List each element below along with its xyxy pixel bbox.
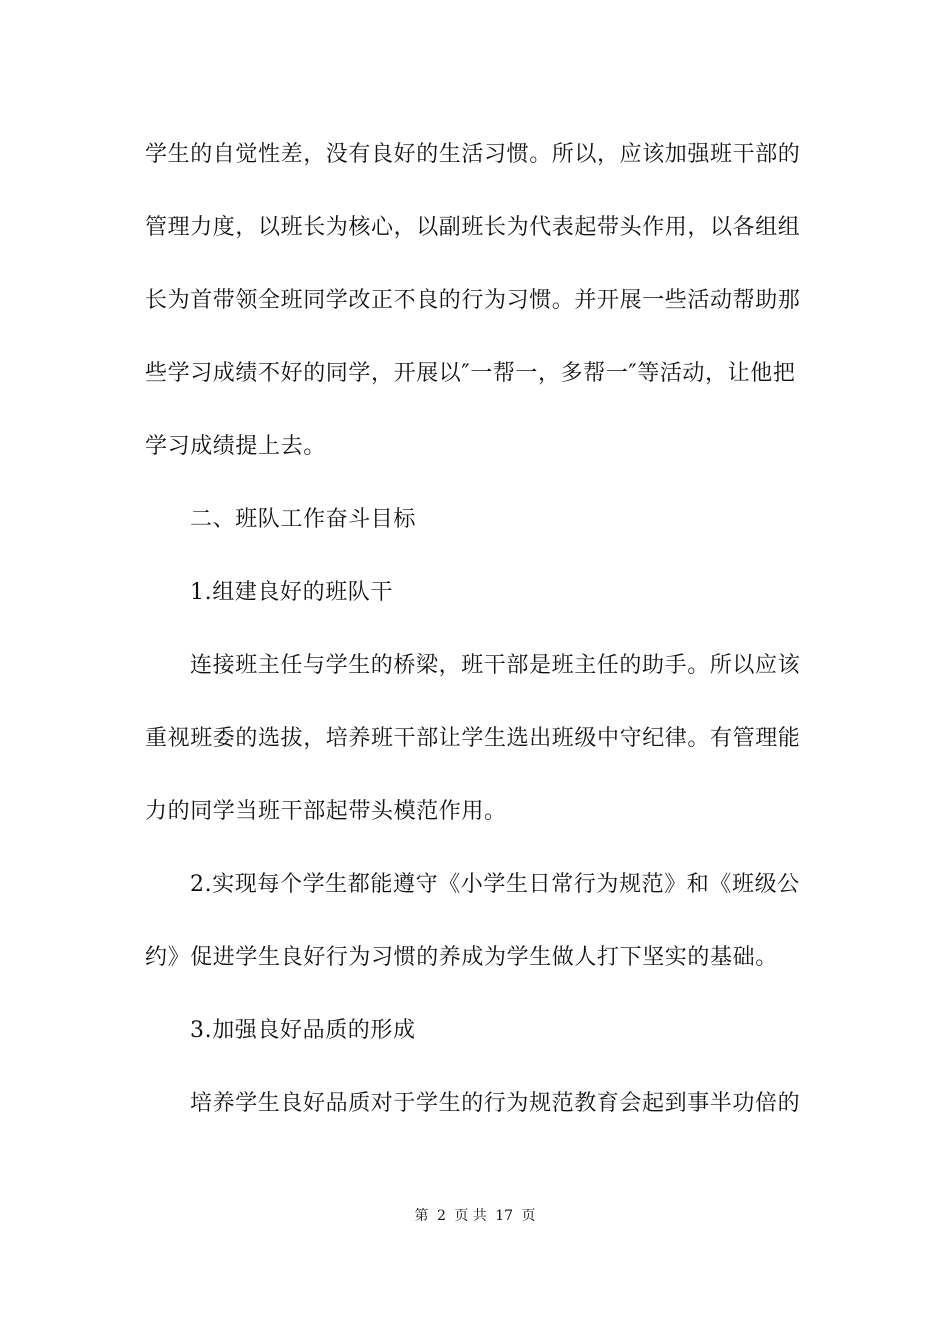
body-line: 连接班主任与学生的桥梁，班干部是班主任的助手。所以应该: [190, 653, 801, 678]
body-line: 力的同学当班干部起带头模范作用。: [145, 799, 507, 824]
page-footer: [0, 1206, 950, 1226]
footer-prefix: 第: [414, 1208, 429, 1224]
body-line: 管理力度，以班长为核心，以副班长为代表起带头作用，以各组组: [145, 215, 801, 240]
body-line: 些学习成绩不好的同学，开展以″一帮一，多帮一″等活动，让他把: [145, 361, 796, 386]
body-line: 2.实现每个学生都能遵守《小学生日常行为规范》和《班级公: [190, 872, 800, 897]
current-page-number: 2: [436, 1208, 446, 1224]
body-line: 学习成绩提上去。: [145, 434, 326, 459]
body-line: 重视班委的选拔，培养班干部让学生选出班级中守纪律。有管理能: [145, 726, 801, 751]
body-line: 长为首带领全班同学改正不良的行为习惯。并开展一些活动帮助那: [145, 288, 801, 313]
total-page-count: 17: [495, 1208, 514, 1224]
body-line: 培养学生良好品质对于学生的行为规范教育会起到事半功倍的: [190, 1091, 801, 1116]
subsection-heading: 1.组建良好的班队干: [190, 580, 393, 605]
subsection-heading: 3.加强良好品质的形成: [190, 1018, 416, 1043]
footer-suffix: 页: [521, 1208, 536, 1224]
body-line: 约》促进学生良好行为习惯的养成为学生做人打下坚实的基础。: [145, 945, 778, 970]
footer-mid: 页 共: [454, 1208, 487, 1224]
body-line: 学生的自觉性差，没有良好的生活习惯。所以，应该加强班干部的: [145, 142, 801, 167]
section-heading: 二、班队工作奋斗目标: [190, 507, 417, 532]
